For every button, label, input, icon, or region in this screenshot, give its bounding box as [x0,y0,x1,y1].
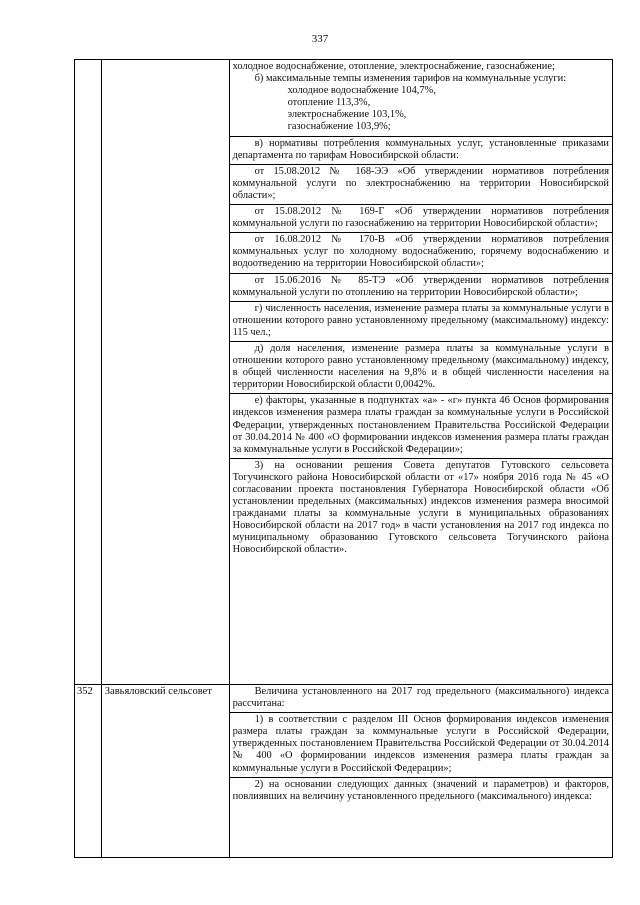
tariff-line: холодное водоснабжение 104,7%, [287,85,436,97]
tariff-line: отопление 113,3%, [287,97,371,109]
tariff-line: газоснабжение 103,9%; [287,121,391,133]
tariff-line: электроснабжение 103,1%, [287,109,407,121]
text-block: д) доля населения, изменение размера платы за коммунальные услуги в отношении которого равно установленному предельному (максимальному) индексу, в общей численности населения на 9,8% и в общей численности населения на территории Новосибирской области 0,0042%. [230,342,612,394]
municipality-name-cell: Завьяловский сельсовет [101,685,229,858]
text-block: Величина установленного на 2017 год предельного (максимального) индекса рассчитана: [230,685,612,713]
row-number-cell [75,60,102,685]
text-block: от 15.06.2016 № 85-ТЭ «Об утверждении нормативов потребления коммунальной услуги по отоплению на территории Новосибирской области»; [230,274,612,302]
page-number: 337 [311,33,329,45]
justification-cell [229,60,612,685]
document-table [74,59,613,858]
text-block: в) нормативы потребления коммунальных услуг, установленные приказами департамента по тарифам Новосибирской области: [230,137,612,165]
justification-cell [229,685,612,858]
paragraph: б) максимальные темпы изменения тарифов на коммунальные услуги: [254,73,567,85]
text-block: от 15.08.2012 № 169-Г «Об утверждении нормативов потребления коммунальной услуги по газоснабжению на территории Новосибирской области»; [230,205,612,233]
paragraph: холодное водоснабжение, отопление, электроснабжение, газоснабжение; [232,61,555,72]
table-row [75,60,613,685]
text-block [230,60,612,137]
text-block: 1) в соответствии с разделом III Основ формирования индексов изменения размера платы граждан за коммунальные услуги в Российской Федерации, утвержденных постановлением Правительства Российской Федерации от 30.04.2014 № 400 «О формировании индексов изменения размера платы граждан за коммунальные услуги в Российской Федерации»; [230,713,612,777]
row-number-cell: 352 [75,685,102,858]
text-block: 3) на основании решения Совета депутатов Гутовского сельсовета Тогучинского района Новосибирской области от «17» ноября 2016 года № 45 «О согласовании проекта постановления Губернатора Новосибирской области «Об установлении предельных (максимальных) индексов изменения размера вносимой гражданами платы за коммунальные услуги в муниципальных образованиях Новосибирской области на 2017 год» в части установления на 2017 год индекса по муниципальному образованию Гутовского сельсовета Тогучинского района Новосибирской области». [232,459,609,556]
text-block: е) факторы, указанные в подпунктах «а» - «г» пункта 46 Основ формирования индексов изменения размера платы граждан за коммунальные услуги в Российской Федерации, утвержденных постановлением Правительства Российской Федерации от 30.04.2014 № 400 «О формировании индексов изменения размера платы граждан за коммунальные услуги в Российской Федерации»; [230,394,612,458]
text-block: от 16.08.2012 № 170-В «Об утверждении нормативов потребления коммунальных услуг по холодному водоснабжению, горячему водоснабжению и водоотведению на территории Новосибирской области»; [230,233,612,273]
table-row [75,685,613,858]
text-block: 2) на основании следующих данных (значений и параметров) и факторов, повлиявших на величину установленного предельного (максимального) индекса: [232,778,609,802]
municipality-name-cell [101,60,229,685]
text-block: от 15.08.2012 № 168-ЭЭ «Об утверждении нормативов потребления коммунальной услуги по электроснабжению на территории Новосибирской области»; [230,165,612,205]
text-block: г) численность населения, изменение размера платы за коммунальные услуги в отношении которого равно установленному предельному (максимальному) индексу: 115 чел.; [230,302,612,342]
